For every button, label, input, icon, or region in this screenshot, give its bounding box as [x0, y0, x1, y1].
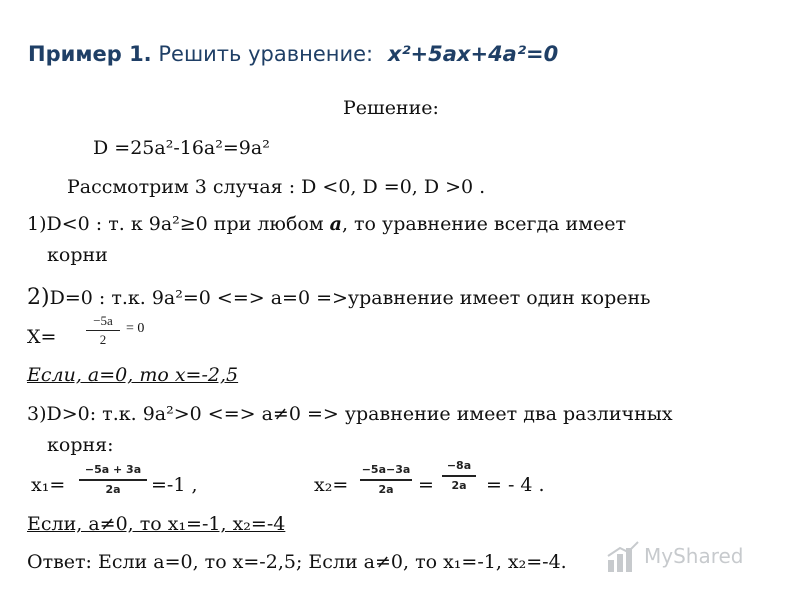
example-number: Пример 1. [28, 42, 152, 66]
case1-text-a: 1)D<0 : т. к 9a²≥0 при любом [27, 213, 330, 235]
case1-variable: a [329, 213, 342, 235]
watermark-text: MyShared [644, 544, 744, 568]
equation: x²+5ax+4a²=0 [387, 42, 559, 66]
x2-label: x₂= [314, 474, 349, 496]
fraction-numerator: −5a [93, 313, 113, 328]
cases-line: Рассмотрим 3 случая : D <0, D =0, D >0 . [67, 176, 486, 198]
fraction-denominator: 2 [99, 332, 107, 347]
result-line: Если, a≠0, то x₁=-1, x₂=-4 [27, 513, 286, 535]
case1-text-b: , то уравнение всегда имеет [341, 213, 626, 235]
x-label: X= [27, 326, 57, 348]
x2-value: = - 4 . [486, 474, 545, 496]
chart-logo-icon [606, 540, 640, 574]
answer-line: Ответ: Если a=0, то x=-2,5; Если a≠0, то x₁=-1, x₂=-4. [27, 551, 567, 573]
case2-text: D=0 : т.к. 9a²=0 <=> a=0 =>уравнение имеет один корень [49, 287, 651, 309]
watermark [606, 540, 786, 574]
x2-fraction [360, 462, 412, 498]
x1-fraction [79, 462, 147, 498]
case1-continuation: корни [47, 244, 108, 266]
example-line: Если, a=0, то x=-2,5 [27, 364, 239, 386]
case2-line [27, 285, 651, 310]
x2-simplified-denominator: 2a [451, 479, 467, 492]
case2-number: 2) [27, 285, 50, 310]
case3-line: 3)D>0: т.к. 9a²>0 <=> a≠0 => уравнение имеет два различных [27, 403, 673, 425]
x2-numerator: −5a−3a [361, 463, 411, 476]
x2-equals: = [418, 474, 434, 496]
x1-fraction-bar [79, 479, 147, 481]
x2-simplified-fraction [442, 458, 476, 494]
x1-denominator: 2a [105, 483, 121, 496]
x2-fraction-bar [360, 479, 412, 481]
slide-title [28, 42, 558, 66]
discriminant-line: D =25a²-16a²=9a² [93, 137, 270, 159]
solution-label: Решение: [343, 97, 439, 119]
x1-value: =-1 , [151, 474, 198, 496]
task-text: Решить уравнение: [158, 42, 374, 66]
x2-simplified-numerator: −8a [446, 459, 472, 472]
fraction-bar [86, 330, 120, 331]
x2-simplified-bar [442, 475, 476, 477]
case1-line [27, 213, 626, 235]
x1-label: x₁= [31, 474, 66, 496]
root-fraction [86, 313, 120, 348]
x1-numerator: −5a + 3a [84, 463, 142, 476]
case3-continuation: корня: [47, 434, 114, 456]
x2-denominator: 2a [378, 483, 394, 496]
fraction-equals-zero: = 0 [126, 321, 145, 336]
